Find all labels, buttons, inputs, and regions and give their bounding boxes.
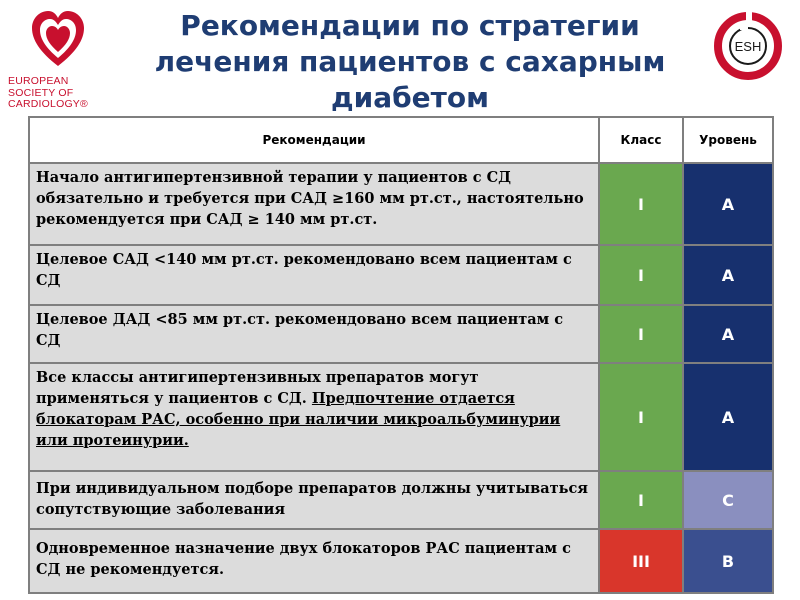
table-row — [28, 306, 774, 362]
row-text: При индивидуальном подборе препаратов должны учитываться сопутствующие заболевания — [30, 472, 598, 528]
row-text — [30, 364, 598, 470]
row-level: C — [684, 472, 772, 528]
esc-logo-line: CARDIOLOGY® — [8, 98, 88, 110]
row-level: A — [684, 306, 772, 362]
row-class: I — [600, 306, 682, 362]
esh-logo-label: ESH — [734, 39, 762, 54]
row-text-underlined: Предпочтение отдается блокаторам РАС, особенно при наличии микроальбуминурии или протеинурии. — [36, 390, 561, 449]
title-line: Рекомендации по стратегии — [180, 9, 640, 42]
row-text-plain: Все классы антигипертензивных препаратов могут применяться у пациентов с СД. — [36, 369, 479, 407]
header-recommendations: Рекомендации — [30, 118, 598, 162]
heart-icon — [30, 8, 86, 70]
esc-logo-line: SOCIETY OF — [8, 86, 74, 99]
esc-logo — [8, 8, 108, 118]
recommendations-table — [28, 116, 774, 594]
esc-logo-line: EUROPEAN — [8, 75, 69, 87]
row-level: A — [684, 164, 772, 244]
row-class: I — [600, 246, 682, 304]
table-row — [28, 364, 774, 470]
row-class: I — [600, 364, 682, 470]
table-row — [28, 246, 774, 304]
header-class: Класс — [600, 118, 682, 162]
row-text: Целевое ДАД <85 мм рт.ст. рекомендовано всем пациентам с СД — [30, 306, 598, 362]
table-row — [28, 164, 774, 244]
row-class: III — [600, 530, 682, 592]
table-row — [28, 530, 774, 592]
table-header-row — [28, 118, 774, 162]
table-row — [28, 472, 774, 528]
row-level: B — [684, 530, 772, 592]
row-class: I — [600, 472, 682, 528]
row-text: Одновременное назначение двух блокаторов РАС пациентам с СД не рекомендуется. — [30, 530, 598, 592]
page-title — [110, 8, 710, 116]
row-level: A — [684, 364, 772, 470]
row-text: Целевое САД <140 мм рт.ст. рекомендовано всем пациентам с СД — [30, 246, 598, 304]
row-class: I — [600, 164, 682, 244]
row-text: Начало антигипертензивной терапии у пациентов с СД обязательно и требуется при САД ≥160 мм рт.ст., настоятельно рекомендуется при САД ≥ 140 мм рт.ст. — [30, 164, 598, 244]
title-line: лечения пациентов с сахарным — [154, 45, 666, 78]
esc-logo-text — [8, 76, 118, 111]
esh-logo — [712, 10, 784, 82]
row-level: A — [684, 246, 772, 304]
title-line: диабетом — [330, 81, 490, 114]
header-level: Уровень — [684, 118, 772, 162]
